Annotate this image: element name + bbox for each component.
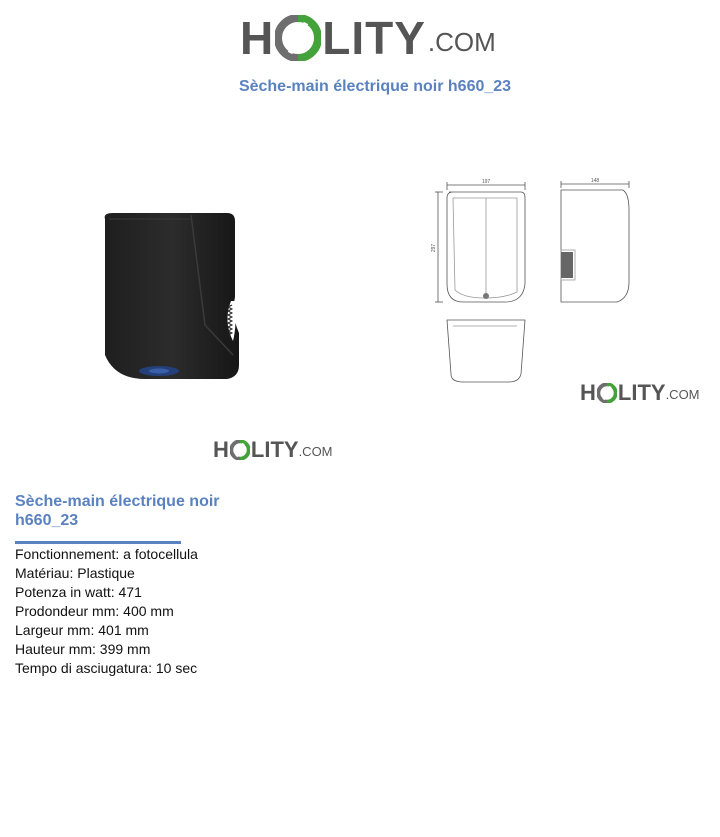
heading-underline [15,541,181,544]
drawing-watermark-logo: H LITY .COM [580,380,700,405]
header-logo [240,10,496,66]
spec-item: Largeur mm: 401 mm [15,622,149,638]
spec-item: Tempo di asciugatura: 10 sec [15,660,198,676]
spec-item: Hauteur mm: 399 mm [15,641,151,657]
holity-logo-ring-icon [275,15,321,61]
logo-letter-h: H [240,12,275,64]
page-title: Sèche-main électrique noir h660_23 [238,78,512,95]
spec-item: Matériau: Plastique [15,565,135,581]
spec-list [15,545,198,678]
photo-watermark-logo: H LITY .COM [213,437,333,462]
holity-logo-ring-icon [230,440,250,460]
logo-suffix: .COM [427,27,496,57]
holity-logo-ring-icon [597,383,617,403]
dimension-height: 297 [431,243,437,253]
product-photo [95,205,245,390]
technical-drawing [355,160,705,395]
dimension-width: 197 [481,179,491,185]
logo-letters-lity: LITY [322,12,426,64]
spec-item: Fonctionnement: a fotocellula [15,546,198,562]
spec-item: Prodondeur mm: 400 mm [15,603,174,619]
product-heading: Sèche-main électrique noir h660_23 [15,493,220,529]
dimension-depth: 148 [590,178,600,184]
spec-item: Potenza in watt: 471 [15,584,142,600]
